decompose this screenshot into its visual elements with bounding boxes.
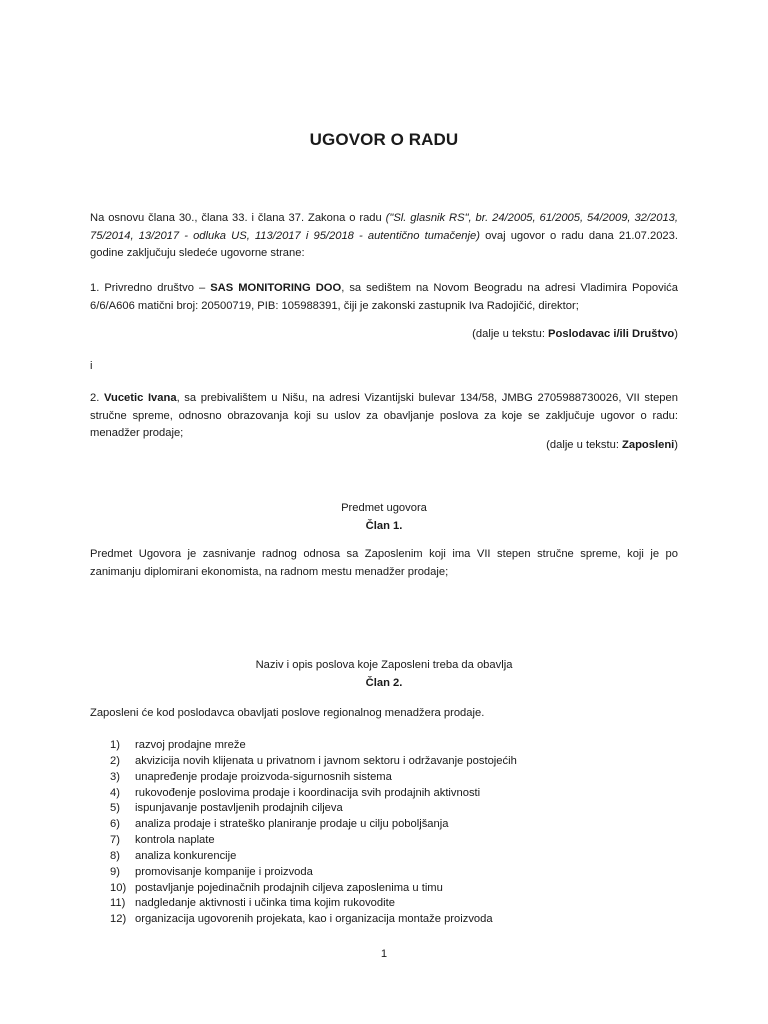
list-item bbox=[110, 738, 670, 754]
list-item bbox=[110, 912, 670, 928]
list-item-number: 8) bbox=[110, 849, 120, 862]
section1-heading: Predmet ugovora bbox=[341, 502, 427, 514]
employee-ref-name: Zaposleni bbox=[622, 439, 675, 451]
employer-reference bbox=[90, 326, 678, 344]
employee-reference bbox=[90, 437, 678, 455]
list-item bbox=[110, 754, 670, 770]
document-title: UGOVOR O RADU bbox=[309, 130, 459, 149]
list-item-number: 3) bbox=[110, 770, 120, 783]
intro-text-end: ovaj ugovor o radu dana 21.07.2023. godine zaključuju sledeće ugovorne strane: bbox=[90, 229, 678, 259]
list-item-text: postavljanje pojedinačnih prodajnih ciljeva zaposlenima u timu bbox=[135, 881, 443, 894]
employee-ref-suffix: ) bbox=[674, 439, 678, 451]
intro-paragraph bbox=[90, 210, 678, 263]
employee-name: Vucetic Ivana bbox=[103, 392, 177, 404]
list-item-text: analiza konkurencije bbox=[135, 849, 237, 862]
list-item bbox=[110, 770, 670, 786]
party1-paragraph bbox=[90, 280, 678, 315]
party1-prefix: 1. Privredno društvo – bbox=[90, 282, 211, 294]
list-item-number: 11) bbox=[110, 897, 126, 910]
list-item-text: kontrola naplate bbox=[135, 834, 215, 847]
list-item bbox=[110, 817, 670, 833]
section2-article bbox=[90, 675, 678, 693]
article2-label: Član 2. bbox=[365, 676, 403, 689]
duties-list bbox=[110, 738, 670, 928]
party1-details: , sa sedištem na Novom Beogradu na adresi Vladimira Popovića 6/6/A606 matični broj: 20500719, PIB: 105988391, čiji je zakonski zastupnik Iva Radojičić, direktor; bbox=[90, 282, 678, 312]
list-item-number: 12) bbox=[110, 913, 127, 926]
list-item-text: rukovođenje poslovima prodaje i koordinacija svih prodajnih aktivnosti bbox=[135, 786, 481, 799]
list-item-text: akvizicija novih klijenata u privatnom i javnom sektoru i održavanje postojećih bbox=[135, 754, 517, 767]
list-item-text: organizacija ugovorenih projekata, kao i organizacija montaže proizvoda bbox=[135, 913, 493, 926]
list-item bbox=[110, 833, 670, 849]
list-item-text: ispunjavanje postavljenih prodajnih ciljeva bbox=[135, 802, 343, 815]
law-reference: ("Sl. glasnik RS", br. 24/2005, 61/2005, 54/2009, 32/2013, 75/2014, 13/2017 - odluka US, 113/2017 i 95/2018 - autentično tumačenje) bbox=[90, 212, 678, 242]
section1-text: Predmet Ugovora je zasnivanje radnog odnosa sa Zaposlenim koji ima VII stepen stručne spreme, koji je po zanimanju diplomirani ekonomista, na radnom mestu menadžer prodaje; bbox=[90, 548, 678, 578]
conjunction: i bbox=[90, 360, 93, 372]
party2-prefix: 2. bbox=[90, 392, 104, 404]
list-item bbox=[110, 786, 670, 802]
list-item-number: 2) bbox=[110, 754, 120, 767]
list-item-text: analiza prodaje i strateško planiranje prodaje u cilju poboljšanja bbox=[135, 818, 449, 831]
list-item bbox=[110, 801, 670, 817]
list-item-text: unapređenje prodaje proizvoda-sigurnosnih sistema bbox=[135, 770, 392, 783]
list-item-number: 5) bbox=[110, 802, 120, 815]
employee-ref-prefix: (dalje u tekstu: bbox=[546, 439, 623, 451]
page-number: 1 bbox=[380, 948, 388, 960]
list-item bbox=[110, 881, 670, 897]
list-item-text: nadgledanje aktivnosti i učinka tima kojim rukovodite bbox=[135, 897, 395, 910]
list-item-number: 6) bbox=[110, 818, 120, 831]
list-item-number: 1) bbox=[110, 739, 120, 751]
list-item bbox=[110, 896, 670, 912]
list-item-number: 7) bbox=[110, 834, 120, 847]
section2-text: Zaposleni će kod poslodavca obavljati poslove regionalnog menadžera prodaje. bbox=[90, 707, 485, 719]
list-item-text: razvoj prodajne mreže bbox=[135, 739, 246, 751]
article1-label: Član 1. bbox=[365, 519, 403, 532]
list-item-number: 4) bbox=[110, 786, 120, 799]
section2-heading: Naziv i opis poslova koje Zaposleni treba da obavlja bbox=[255, 659, 513, 671]
section2-header bbox=[90, 657, 678, 692]
list-item-number: 9) bbox=[110, 865, 120, 878]
party2-details: , sa prebivalištem u Nišu, na adresi Vizantijski bulevar 134/58, JMBG 2705988730026, VII stepen stručne spreme, odnosno obrazovanja koji su uslov za obavljanje poslova za koje se zaključuje ugovor o radu: menadžer prodaje; bbox=[90, 392, 678, 439]
list-item bbox=[110, 849, 670, 865]
employer-name: SAS MONITORING DOO bbox=[210, 282, 342, 294]
employer-ref-suffix: ) bbox=[674, 328, 678, 340]
employer-ref-prefix: (dalje u tekstu: bbox=[472, 328, 549, 340]
section1-header bbox=[90, 500, 678, 535]
section1-article bbox=[90, 518, 678, 536]
list-item-number: 10) bbox=[110, 881, 127, 894]
employer-ref-name: Poslodavac i/ili Društvo bbox=[548, 328, 675, 340]
list-item-text: promovisanje kompanije i proizvoda bbox=[135, 865, 313, 878]
list-item bbox=[110, 865, 670, 881]
party2-paragraph bbox=[90, 390, 678, 443]
intro-text: Na osnovu člana 30., člana 33. i člana 37. Zakona o radu bbox=[90, 212, 386, 224]
